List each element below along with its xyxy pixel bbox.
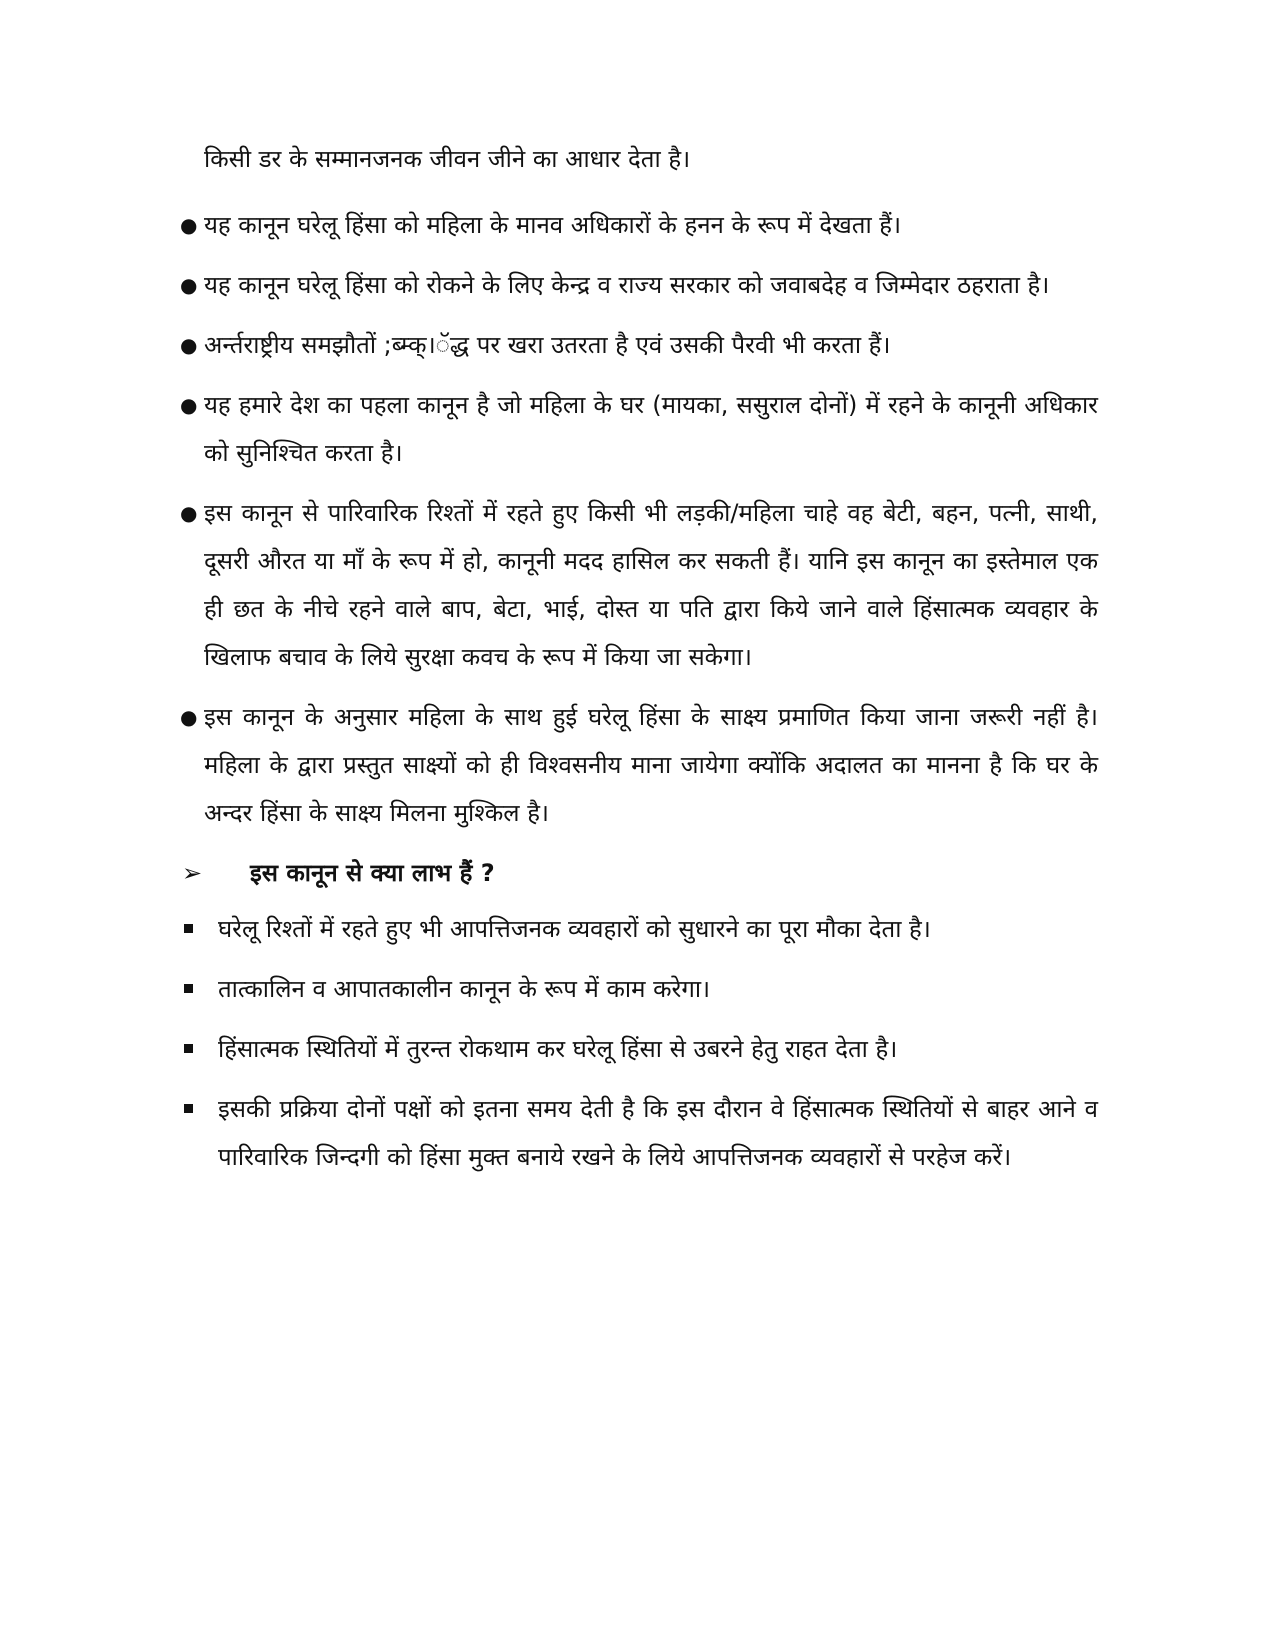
list-item-text: घरेलू रिश्तों में रहते हुए भी आपत्तिजनक व्यवहारों को सुधारने का पूरा मौका देता है। [218,915,931,943]
square-bullet-icon [184,1044,193,1053]
list-item-text: यह कानून घरेलू हिंसा को महिला के मानव अधिकारों के हनन के रूप में देखता हैं। [204,211,902,239]
square-bullet-icon [184,984,193,993]
bullet-dot-icon: ● [180,393,198,417]
list-item-text: हिंसात्मक स्थितियों में तुरन्त रोकथाम कर घरेलू हिंसा से उबरने हेतु राहत देता है। [218,1035,898,1063]
list-item-text: यह हमारे देश का पहला कानून है जो महिला के घर (मायका, ससुराल दोनों) में रहने के कानूनी अधिकार को सुनिश्चित करता है। [204,391,1098,467]
continuation-text: किसी डर के सम्मानजनक जीवन जीने का आधार देता है। [204,145,691,173]
arrow-bullet-icon: ➢ [182,859,203,887]
bullet-dot-icon: ● [180,213,198,237]
square-bullet-icon [184,924,193,933]
list-item [178,905,1098,953]
bullet-dot-icon: ● [180,333,198,357]
list-item [178,1025,1098,1073]
square-bullet-icon [184,1104,193,1113]
bullet-dot-icon: ● [180,501,198,525]
features-list [178,201,1098,837]
list-item-text: यह कानून घरेलू हिंसा को रोकने के लिए केन्द्र व राज्य सरकार को जवाबदेह व जिम्मेदार ठहराता है। [204,271,1050,299]
bullet-dot-icon: ● [180,705,198,729]
list-item [178,261,1098,309]
list-item [178,201,1098,249]
section-heading-text: इस कानून से क्या लाभ हैं ? [250,859,495,887]
section-heading [178,849,1098,897]
bullet-dot-icon: ● [180,273,198,297]
list-item [178,693,1098,837]
list-item [178,965,1098,1013]
list-item-text: इसकी प्रक्रिया दोनों पक्षों को इतना समय देती है कि इस दौरान वे हिंसात्मक स्थितियों से बाहर आने व पारिवारिक जिन्दगी को हिंसा मुक्त बनाये रखने के लिये आपत्तिजनक व्यवहारों से परहेज करें। [218,1095,1098,1171]
list-item [178,489,1098,681]
document-body [178,135,1098,1193]
benefits-list [178,905,1098,1181]
list-item-text: इस कानून से पारिवारिक रिश्तों में रहते हुए किसी भी लड़की/महिला चाहे वह बेटी, बहन, पत्नी, साथी, दूसरी औरत या माँ के रूप में हो, कानूनी मदद हासिल कर सकती हैं। यानि इस कानून का इस्तेमाल एक ही छत के नीचे रहने वाले बाप, बेटा, भाई, दोस्त या पति द्वारा किये जाने वाले हिंसात्मक व्यवहार के खिलाफ बचाव के लिये सुरक्षा कवच के रूप में किया जा सकेगा। [204,499,1098,671]
list-item [178,1085,1098,1181]
list-item-text: तात्कालिन व आपातकालीन कानून के रूप में काम करेगा। [218,975,711,1003]
list-item-text: अर्न्तराष्ट्रीय समझौतों ;ब्म्क्।ॅद्ध पर खरा उतरता है एवं उसकी पैरवी भी करता हैं। [204,331,891,359]
list-item [178,321,1098,369]
list-item-text: इस कानून के अनुसार महिला के साथ हुई घरेलू हिंसा के साक्ष्य प्रमाणित किया जाना जरूरी नहीं है। महिला के द्वारा प्रस्तुत साक्ष्यों को ही विश्वसनीय माना जायेगा क्योंकि अदालत का मानना है कि घर के अन्दर हिंसा के साक्ष्य मिलना मुश्किल है। [204,703,1098,827]
list-item [178,381,1098,477]
